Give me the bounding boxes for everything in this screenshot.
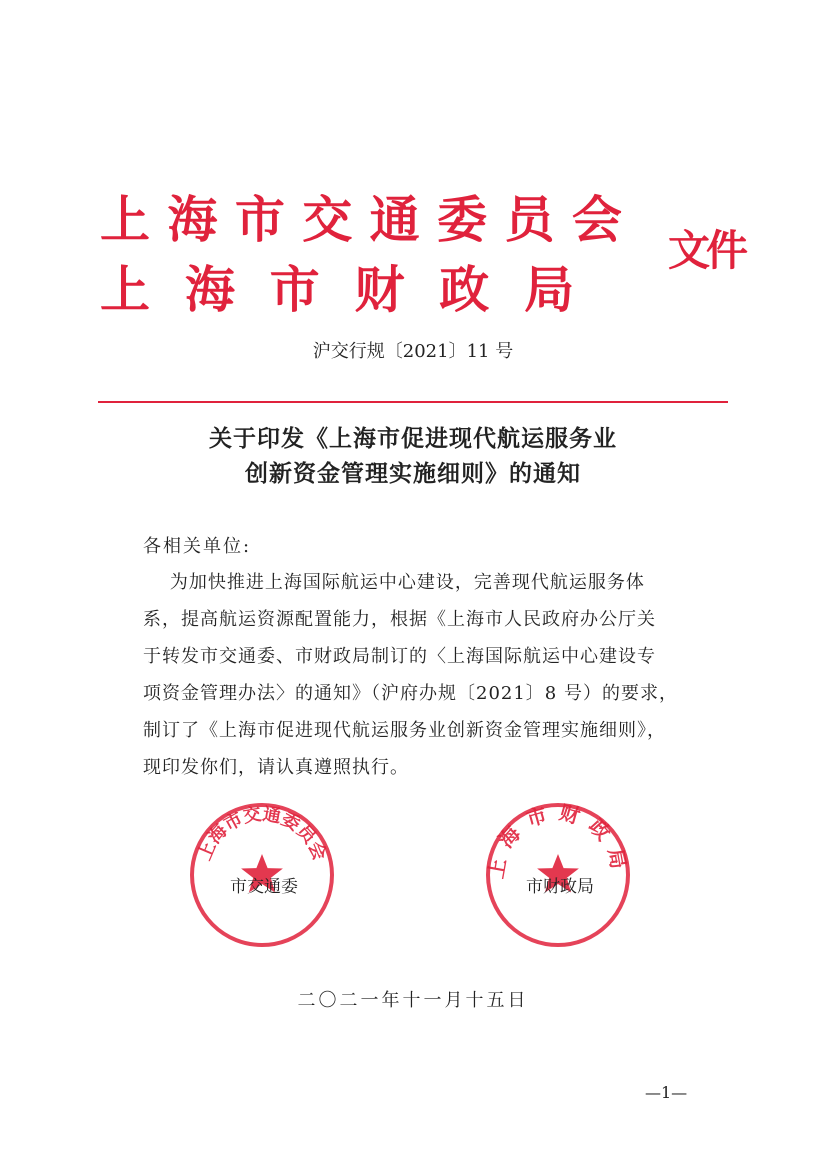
- body-line: 制订了《上海市促进现代航运服务业创新资金管理实施细则》，: [143, 720, 666, 741]
- body-line: 为加快推进上海国际航运中心建设，完善现代航运服务体: [143, 572, 645, 593]
- title-line-2: 创新资金管理实施细则》的通知: [245, 460, 581, 487]
- signatory-left: 市交通委: [230, 877, 298, 897]
- body-line: 于转发市交通委、市财政局制订的〈上海国际航运中心建设专: [143, 646, 656, 667]
- seal-text: 上海市财政局: [483, 800, 633, 881]
- signatory-right: 市财政局: [526, 877, 594, 897]
- page-number: —1—: [645, 1083, 688, 1102]
- red-divider: [98, 401, 728, 403]
- issue-date: 二〇二一年十一月十五日: [297, 990, 529, 1011]
- body-line: 现印发你们，请认真遵照执行。: [143, 757, 409, 778]
- document-number: 沪交行规〔2021〕11 号: [312, 341, 514, 362]
- issuer-header-line-1: 上 海 市 交 通 委 员 会: [100, 191, 622, 249]
- document-type-label: 文件: [668, 226, 745, 275]
- salutation: 各相关单位:: [143, 536, 252, 557]
- issuer-header-line-2: 上 海 市 财 政 局: [100, 261, 575, 319]
- title-line-1: 关于印发《上海市促进现代航运服务业: [209, 425, 617, 452]
- seal-text: 上海市交通委员会: [194, 803, 330, 864]
- body-line: 系，提高航运资源配置能力，根据《上海市人民政府办公厅关: [143, 609, 656, 630]
- body-line: 项资金管理办法〉的通知》（沪府办规〔2021〕8 号）的要求，: [143, 683, 678, 704]
